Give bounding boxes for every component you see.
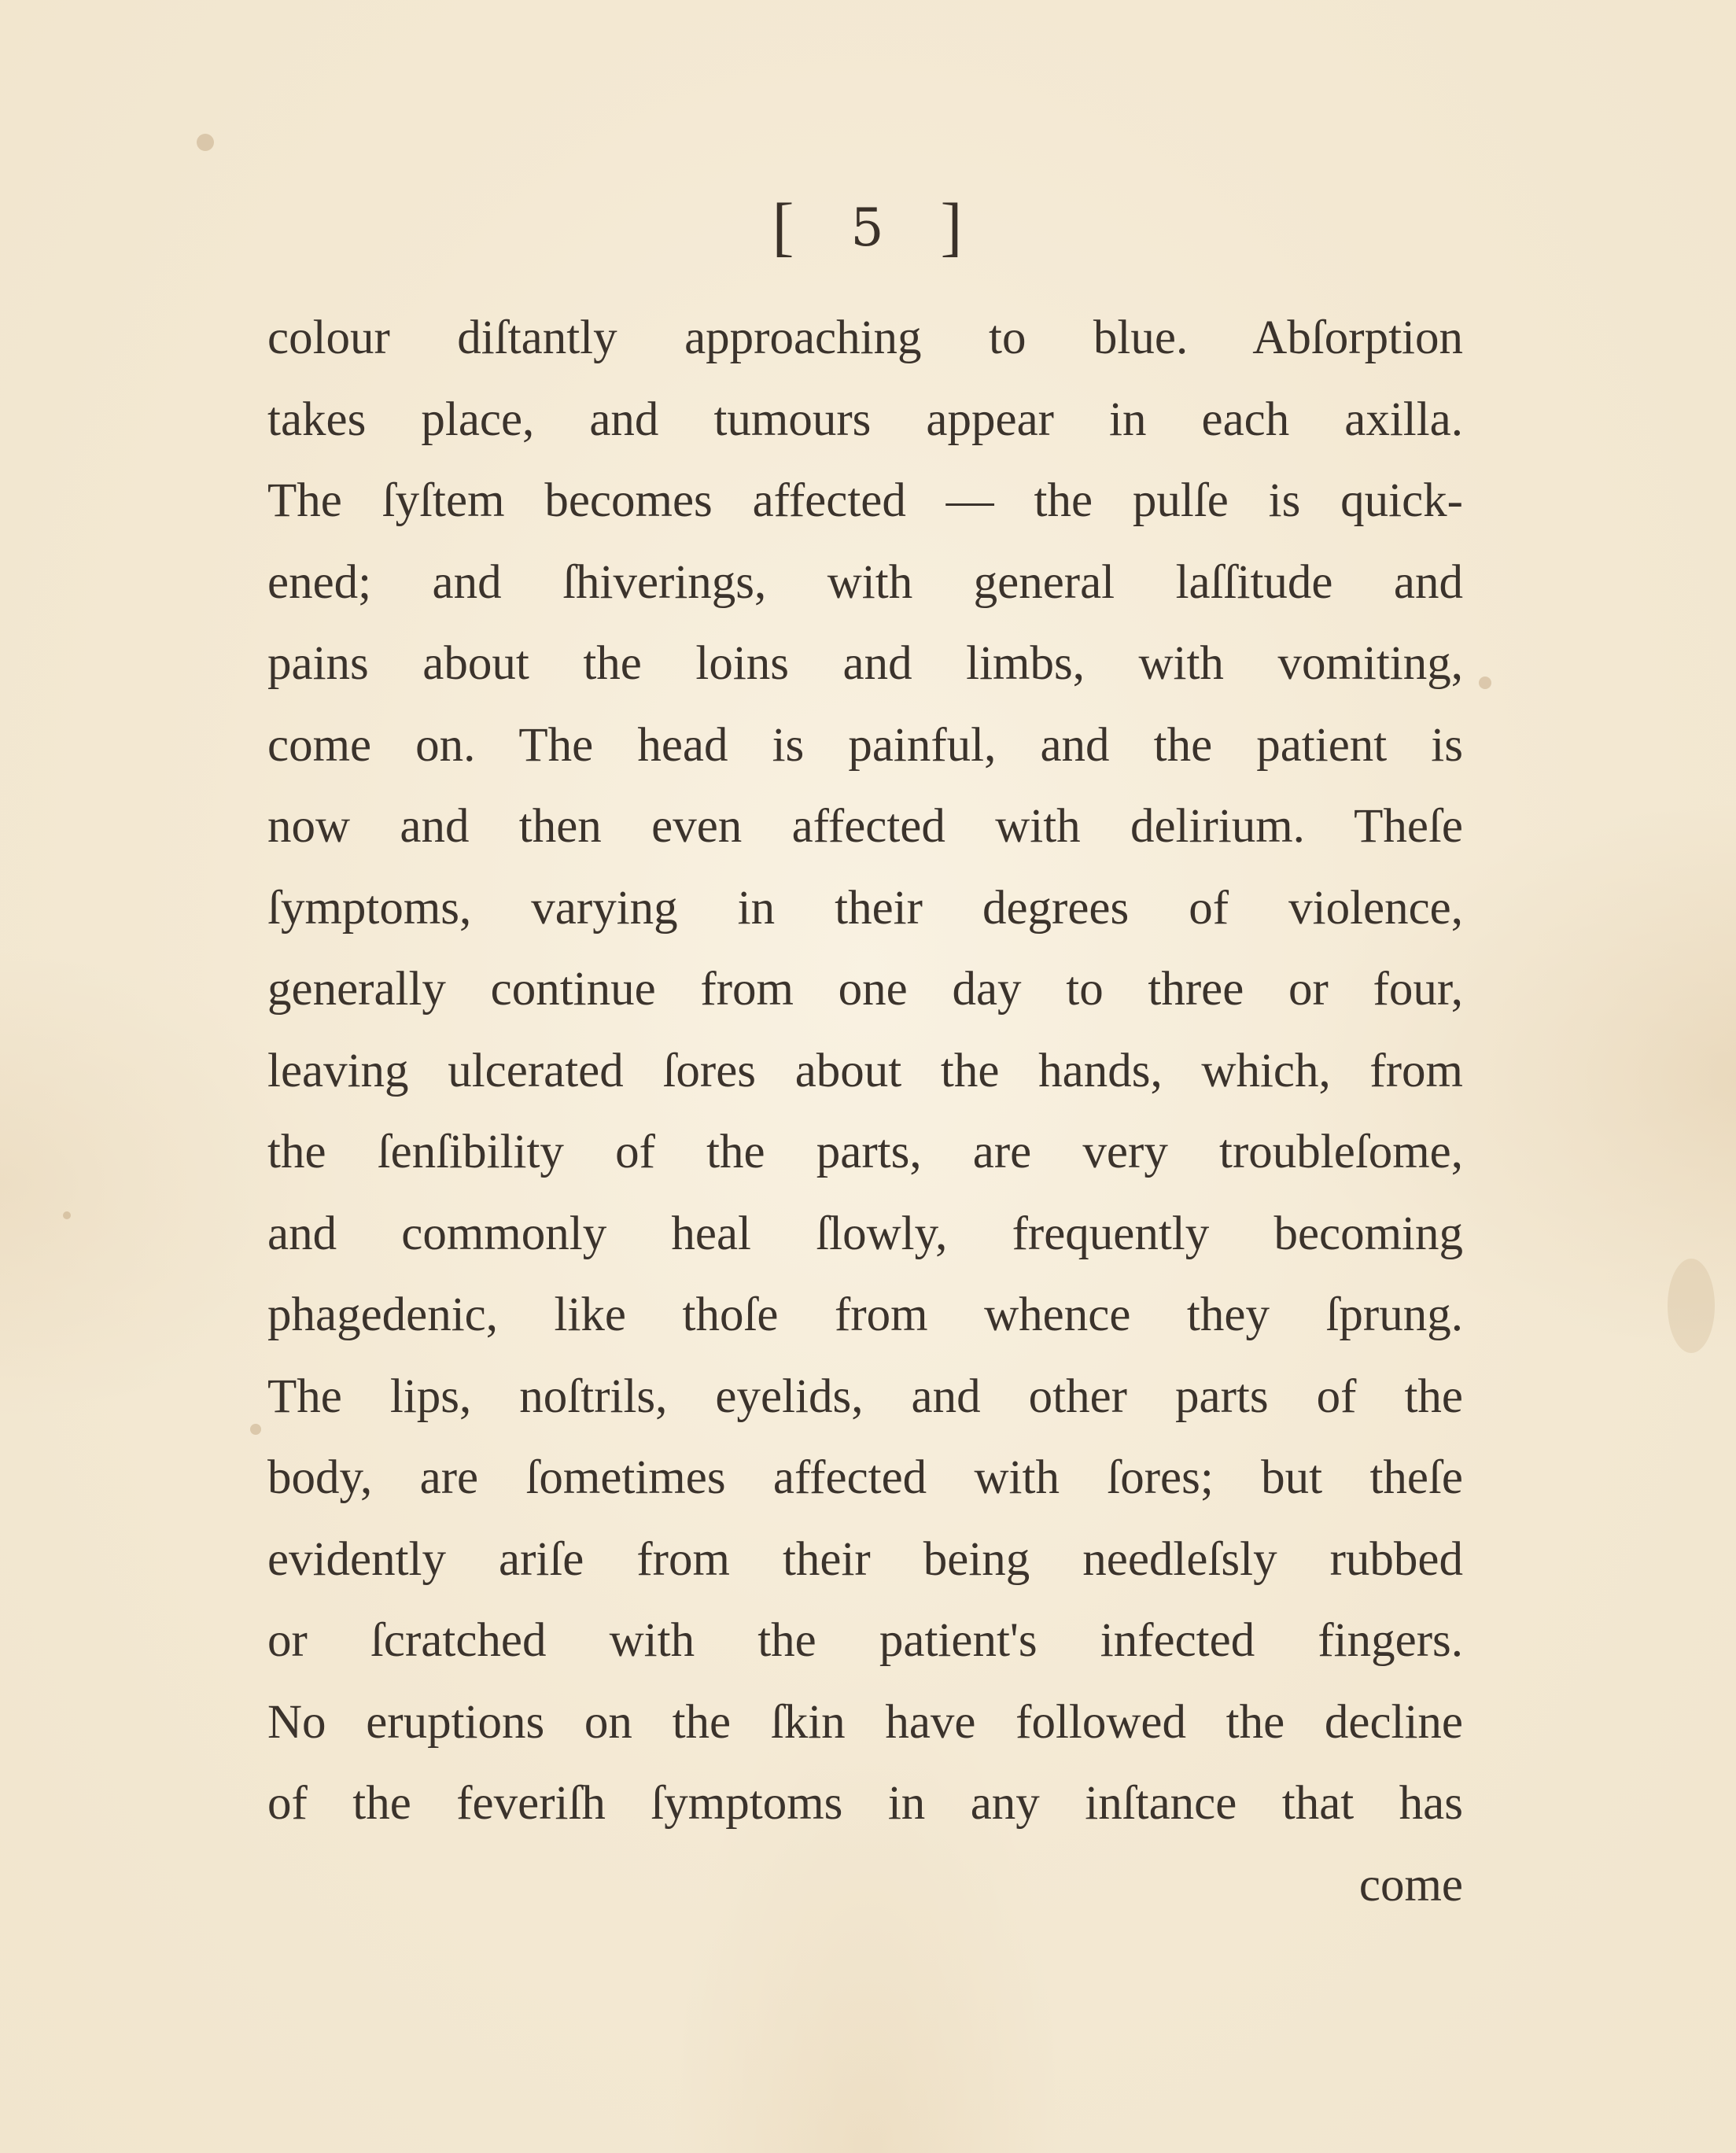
text-line: colour diſtantly approaching to blue. Abſorption [267,312,1463,364]
text-line: leaving ulcerated ſores about the hands, which, from [267,1044,1463,1097]
text-line: The lips, noſtrils, eyelids, and other parts of the [267,1370,1463,1423]
text-line: the ſenſibility of the parts, are very troubleſome, [267,1126,1463,1178]
text-line: or ſcratched with the patient's infected fingers. [267,1614,1463,1667]
text-line: No eruptions on the ſkin have followed the decline [267,1695,1463,1749]
page-number [0,189,1736,265]
text-line: now and then even affected with delirium. Theſe [267,800,1463,853]
close-bracket: ] [940,190,964,264]
text-line: body, are ſometimes affected with ſores; but theſe [267,1451,1463,1504]
foxing-spot [1479,676,1491,689]
text-line: phagedenic, like thoſe from whence they ſprung. [267,1288,1463,1341]
foxing-spot [197,134,214,151]
foxing-spot [63,1211,71,1219]
text-line: and commonly heal ſlowly, frequently becoming [267,1207,1463,1260]
foxing-spot [250,1424,261,1435]
text-line: come on. The head is painful, and the patient is [267,718,1463,772]
body-text [267,297,1463,1926]
text-line: ſymptoms, varying in their degrees of violence, [267,881,1463,935]
catchword: come [1358,1858,1463,1912]
open-bracket: [ [772,190,796,264]
text-line: of the feveriſh ſymptoms in any inſtance that has [267,1777,1463,1830]
page-number-value: 5 [850,197,886,258]
text-line: The ſyſtem becomes affected — the pulſe is quick- [267,474,1463,527]
text-line: ened; and ſhiverings, with general laſſitude and [267,555,1463,609]
text-line: takes place, and tumours appear in each axilla. [267,393,1463,446]
text-line: generally continue from one day to three or four, [267,963,1463,1016]
text-line: pains about the loins and limbs, with vomiting, [267,637,1463,690]
text-line: evidently ariſe from their being needleſsly rubbed [267,1532,1463,1586]
foxing-spot [1668,1259,1715,1353]
